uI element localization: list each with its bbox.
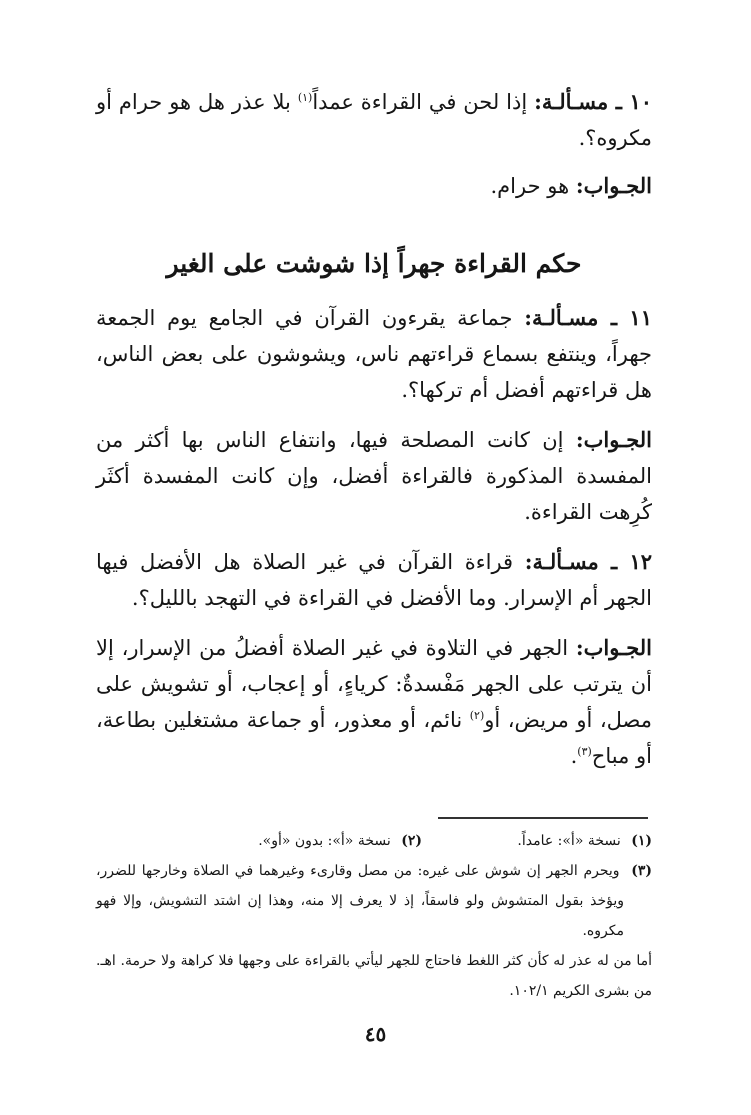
answer-12-text: الجهر في التلاوة في غير الصلاة أفضلُ من الإسرار، إلا أن يترتب على الجهر مَفْسدةٌ: كرياءٍ، أو إعجاب، أو تشويش على مصل، أو مريض، أو	[96, 636, 652, 732]
footnote-3-continuation: أما من له عذر له كأن كثر اللغط فاحتاج للجهر ليأتي بالقراءة على وجهها فلا كراهة ولا حرمة. اهـ. من بشرى الكريم ١٠٢/١.	[96, 953, 652, 999]
question-10-text-2: بلا عذر هل هو حرام أو مكروه؟.	[96, 90, 652, 150]
question-12	[96, 544, 652, 616]
question-10	[96, 84, 652, 156]
footnote-3-text: ويحرم الجهر إن شوش على غيره: من مصل وقارىء وغيرهما في الصلاة وخارجها للضرر، ويؤخذ بقول المتشوش ولو فاسقاً، إذ لا يعرف إلا منه، وهذا إن اشتد التشويش، وإلا فهو مكروه.	[96, 863, 624, 939]
answer-12-text-b: نائم، أو معذور، أو جماعة مشتغلين بطاعة، أو مباح	[96, 708, 652, 768]
question-10-label: ١٠ ـ مسـألـة:	[534, 89, 652, 114]
answer-10	[96, 168, 652, 204]
question-12-label: ١٢ ـ مسـألـة:	[524, 549, 652, 574]
section-heading: حكم القراءة جهراً إذا شوشت على الغير	[166, 249, 582, 278]
footnote-2-text: نسخة «أ»: بدون «أو».	[258, 833, 391, 849]
footnote-1-text: نسخة «أ»: عامداً.	[517, 833, 621, 849]
footnote-1	[422, 826, 652, 856]
footnote-ref-3: (٣)	[577, 745, 592, 758]
question-11-label: ١١ ـ مسـألـة:	[524, 305, 652, 330]
footnote-3	[96, 856, 652, 946]
footnote-ref-2: (٢)	[469, 709, 485, 722]
question-10-text: إذا لحن في القراءة عمداً	[312, 90, 528, 114]
question-11	[96, 300, 652, 408]
footnote-1-number: (١)	[631, 833, 652, 849]
footnote-ref-1: (١)	[297, 91, 313, 104]
footnote-separator	[438, 817, 648, 819]
answer-12-end: .	[570, 744, 578, 768]
footnote-2	[192, 826, 422, 856]
page-number: ٤٥	[364, 1022, 387, 1046]
page-body	[96, 84, 652, 774]
footnote-2-number: (٢)	[401, 833, 422, 849]
footnote-row-1-2	[96, 826, 652, 856]
answer-10-text: هو حرام.	[490, 174, 570, 198]
answer-10-label: الجـواب:	[575, 173, 652, 198]
footnote-3-number: (٣)	[631, 863, 652, 879]
footnotes	[96, 826, 652, 1006]
answer-11	[96, 422, 652, 530]
question-12-text: قراءة القرآن في غير الصلاة هل الأفضل فيها الجهر أم الإسرار. وما الأفضل في القراءة في التهجد بالليل؟.	[96, 550, 652, 610]
answer-11-label: الجـواب:	[575, 427, 652, 452]
answer-12	[96, 630, 652, 774]
answer-11-text: إن كانت المصلحة فيها، وانتفاع الناس بها أكثر من المفسدة المذكورة فالقراءة أفضل، وإن كانت المفسدة أكثَر كُرِهت القراءة.	[96, 428, 652, 524]
question-11-text: جماعة يقرءون القرآن في الجامع يوم الجمعة جهراً، وينتفع بسماع قراءتهم ناس، ويشوشون على بعض الناس، هل قراءتهم أفضل أم تركها؟.	[96, 306, 652, 402]
answer-12-label: الجـواب:	[575, 635, 652, 660]
